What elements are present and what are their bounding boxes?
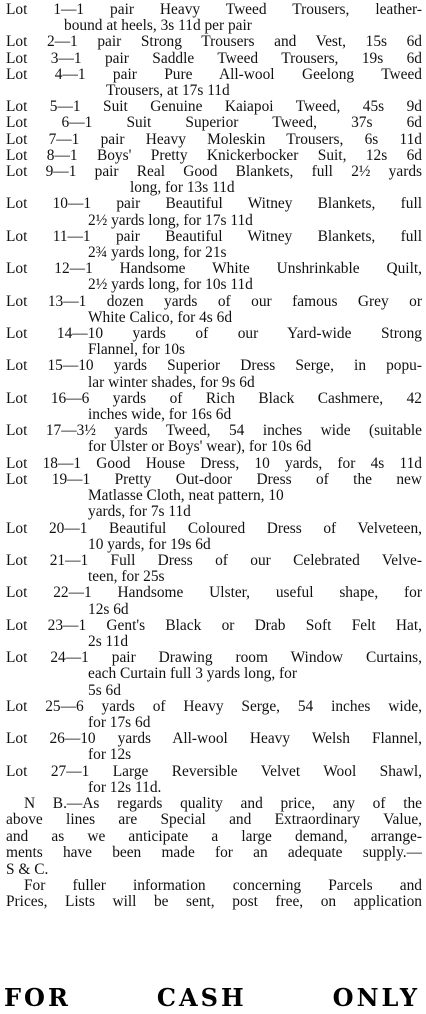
lot-line: Lot 14—10 yards of our Yard-wide Strong bbox=[6, 326, 422, 343]
lot-continuation-line: long, for 13s 11d bbox=[130, 180, 235, 197]
lot-continuation-line: Matlasse Cloth, neat pattern, 10 bbox=[88, 488, 284, 505]
lot-continuation-line: 2s 11d bbox=[88, 633, 129, 650]
lot-continuation-line: 10 yards, for 19s 6d bbox=[88, 536, 211, 553]
lot-item bbox=[6, 229, 422, 261]
lot-line: Lot 21—1 Full Dress of our Celebrated Velve- bbox=[6, 552, 422, 569]
lot-continuation-line: White Calico, for 4s 6d bbox=[88, 309, 233, 326]
lot-item bbox=[6, 618, 422, 650]
lot-item bbox=[6, 34, 422, 50]
lot-continuation-line: Trousers, at 17s 11d bbox=[106, 83, 230, 100]
lot-line: Lot 5—1 Suit Genuine Kaiapoi Tweed, 45s 9d bbox=[6, 99, 422, 116]
cash-only-banner: FOR CASH ONLY bbox=[4, 983, 420, 1012]
info-line: Prices, Lists will be sent, post free, on application bbox=[6, 894, 422, 911]
lot-item bbox=[6, 294, 422, 326]
lot-item bbox=[6, 99, 422, 115]
lot-continuation-line: lar winter shades, for 9s 6d bbox=[88, 374, 255, 391]
lot-line: Lot 3—1 pair Saddle Tweed Trousers, 19s 6d bbox=[6, 50, 422, 67]
lot-continuation-line: bound at heels, 3s 11d per pair bbox=[64, 18, 252, 35]
lot-item bbox=[6, 456, 422, 472]
lot-line: Lot 23—1 Gent's Black or Drab Soft Felt Hat, bbox=[6, 617, 422, 634]
lot-list bbox=[6, 2, 422, 796]
lot-line: Lot 12—1 Handsome White Unshrinkable Quilt, bbox=[6, 261, 422, 278]
lot-item bbox=[6, 650, 422, 699]
lot-continuation-line: 5s 6d bbox=[88, 682, 121, 699]
lot-item bbox=[6, 521, 422, 553]
lot-item bbox=[6, 67, 422, 99]
note-line: and as we anticipate a large demand, arrange- bbox=[6, 828, 422, 845]
lot-item bbox=[6, 585, 422, 617]
lot-item bbox=[6, 764, 422, 796]
nb-note bbox=[6, 796, 422, 878]
lot-continuation-line: 12s 6d bbox=[88, 601, 129, 618]
lot-line: Lot 22—1 Handsome Ulster, useful shape, for bbox=[6, 585, 422, 602]
info-line: For fuller information concerning Parcels and bbox=[24, 877, 422, 894]
lot-continuation-line: inches wide, for 16s 6d bbox=[88, 407, 232, 424]
note-line: N B.—As regards quality and price, any of the bbox=[24, 795, 422, 812]
lot-line: Lot 2—1 pair Strong Trousers and Vest, 15s 6d bbox=[6, 34, 422, 51]
lot-item bbox=[6, 472, 422, 521]
lot-line: Lot 25—6 yards of Heavy Serge, 54 inches wide, bbox=[6, 698, 422, 715]
note-line: above lines are Special and Extraordinary Value, bbox=[6, 812, 422, 829]
lot-item bbox=[6, 326, 422, 358]
lot-line: Lot 15—10 yards Superior Dress Serge, in popu- bbox=[6, 358, 422, 375]
note-line: S & C. bbox=[6, 861, 49, 878]
lot-line: Lot 19—1 Pretty Out-door Dress of the new bbox=[6, 471, 422, 488]
lot-item bbox=[6, 391, 422, 423]
lot-line: Lot 11—1 pair Beautiful Witney Blankets, full bbox=[6, 228, 422, 245]
lot-continuation-line: for 17s 6d bbox=[88, 714, 151, 731]
lot-item bbox=[6, 115, 422, 131]
lot-line: Lot 17—3½ yards Tweed, 54 inches wide (suitable bbox=[6, 423, 422, 440]
lot-line: Lot 13—1 dozen yards of our famous Grey or bbox=[6, 293, 422, 310]
lot-item bbox=[6, 51, 422, 67]
lot-line: Lot 18—1 Good House Dress, 10 yards, for 4s 11d bbox=[6, 455, 422, 472]
lot-item bbox=[6, 132, 422, 148]
lot-continuation-line: for 12s bbox=[88, 747, 132, 764]
lot-item bbox=[6, 423, 422, 455]
lot-item bbox=[6, 261, 422, 293]
lot-line: Lot 16—6 yards of Rich Black Cashmere, 42 bbox=[6, 390, 422, 407]
lot-item bbox=[6, 164, 422, 196]
lot-continuation-line: 2¾ yards long, for 21s bbox=[88, 245, 227, 262]
lot-line: Lot 27—1 Large Reversible Velvet Wool Shawl, bbox=[6, 763, 422, 780]
info-note bbox=[6, 878, 422, 911]
lot-continuation-line: 2½ yards long, for 17s 11d bbox=[88, 212, 253, 229]
lot-continuation-line: Flannel, for 10s bbox=[88, 342, 186, 359]
lot-continuation-line: 2½ yards long, for 10s 11d bbox=[88, 277, 253, 294]
lot-continuation-line: for 12s 11d. bbox=[88, 779, 162, 796]
lot-continuation-line: teen, for 25s bbox=[88, 569, 165, 586]
lot-line: Lot 9—1 pair Real Good Blankets, full 2½ yards bbox=[6, 164, 422, 181]
lot-continuation-line: each Curtain full 3 yards long, for bbox=[88, 666, 297, 683]
lot-item bbox=[6, 731, 422, 763]
lot-line: Lot 24—1 pair Drawing room Window Curtains, bbox=[6, 650, 422, 667]
lot-item bbox=[6, 148, 422, 164]
lot-item bbox=[6, 196, 422, 228]
lot-line: Lot 20—1 Beautiful Coloured Dress of Velveteen, bbox=[6, 520, 422, 537]
lot-item bbox=[6, 358, 422, 390]
lot-item bbox=[6, 553, 422, 585]
lot-line: Lot 8—1 Boys' Pretty Knickerbocker Suit, 12s 6d bbox=[6, 147, 422, 164]
lot-line: Lot 7—1 pair Heavy Moleskin Trousers, 6s 11d bbox=[6, 131, 422, 148]
note-line: ments have been made for an adequate supply.— bbox=[6, 845, 422, 862]
lot-continuation-line: yards, for 7s 11d bbox=[88, 504, 191, 521]
lot-item bbox=[6, 699, 422, 731]
lot-line: Lot 6—1 Suit Superior Tweed, 37s 6d bbox=[6, 115, 422, 132]
lot-continuation-line: for Ulster or Boys' wear), for 10s 6d bbox=[88, 439, 312, 456]
lot-line: Lot 4—1 pair Pure All-wool Geelong Tweed bbox=[6, 66, 422, 83]
lot-line: Lot 26—10 yards All-wool Heavy Welsh Flannel, bbox=[6, 731, 422, 748]
lot-item bbox=[6, 2, 422, 34]
lot-line: Lot 1—1 pair Heavy Tweed Trousers, leather- bbox=[6, 2, 422, 18]
lot-line: Lot 10—1 pair Beautiful Witney Blankets, full bbox=[6, 196, 422, 213]
